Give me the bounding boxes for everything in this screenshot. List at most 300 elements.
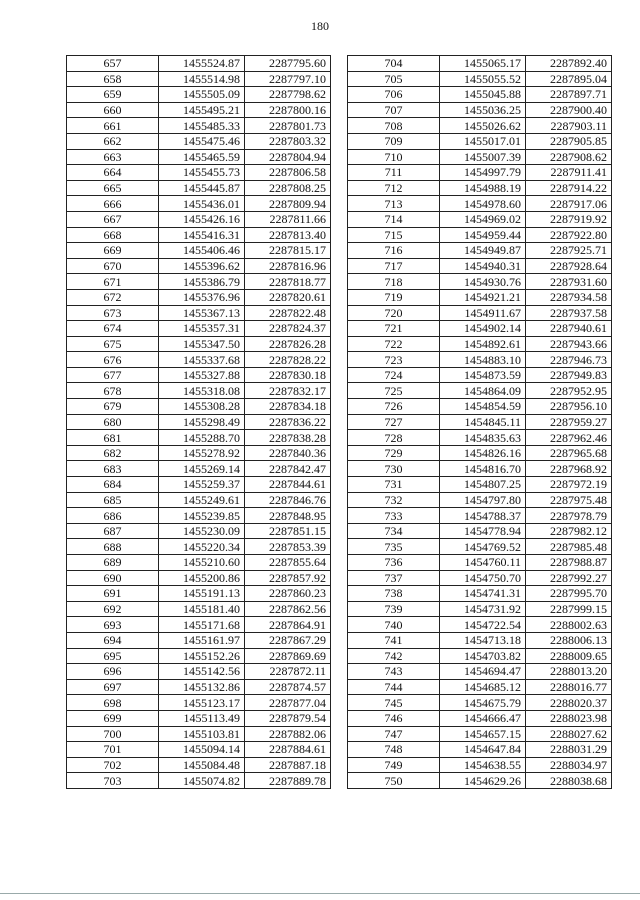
x-coordinate-cell: 1455455.73 [159,165,245,181]
x-coordinate-cell: 1454921.21 [440,289,526,305]
x-coordinate-cell: 1454769.52 [440,539,526,555]
y-coordinate-cell: 2287895.04 [526,71,612,87]
table-row [67,601,331,617]
point-id-cell: 749 [348,757,440,773]
point-id-cell: 677 [67,367,159,383]
x-coordinate-cell: 1454807.25 [440,477,526,493]
x-coordinate-cell: 1455376.96 [159,289,245,305]
y-coordinate-cell: 2287813.40 [245,227,331,243]
y-coordinate-cell: 2288023.98 [526,710,612,726]
table-row [67,679,331,695]
y-coordinate-cell: 2288006.13 [526,632,612,648]
point-id-cell: 675 [67,336,159,352]
y-coordinate-cell: 2288038.68 [526,773,612,789]
x-coordinate-cell: 1455396.62 [159,258,245,274]
table-row [67,539,331,555]
point-id-cell: 664 [67,165,159,181]
table-row [348,523,612,539]
x-coordinate-cell: 1454845.11 [440,414,526,430]
point-id-cell: 658 [67,71,159,87]
y-coordinate-cell: 2287928.64 [526,258,612,274]
x-coordinate-cell: 1454629.26 [440,773,526,789]
x-coordinate-cell: 1454988.19 [440,180,526,196]
y-coordinate-cell: 2287874.57 [245,679,331,695]
point-id-cell: 732 [348,492,440,508]
y-coordinate-cell: 2287828.22 [245,352,331,368]
y-coordinate-cell: 2287943.66 [526,336,612,352]
x-coordinate-cell: 1455288.70 [159,430,245,446]
y-coordinate-cell: 2287848.95 [245,508,331,524]
x-coordinate-cell: 1454978.60 [440,196,526,212]
y-coordinate-cell: 2287877.04 [245,695,331,711]
x-coordinate-cell: 1455327.88 [159,367,245,383]
table-row [67,383,331,399]
y-coordinate-cell: 2287879.54 [245,710,331,726]
page-bottom-edge [0,893,640,894]
point-id-cell: 727 [348,414,440,430]
y-coordinate-cell: 2287897.71 [526,87,612,103]
y-coordinate-cell: 2288027.62 [526,726,612,742]
table-row [67,399,331,415]
y-coordinate-cell: 2287826.28 [245,336,331,352]
point-id-cell: 671 [67,274,159,290]
point-id-cell: 693 [67,617,159,633]
y-coordinate-cell: 2287892.40 [526,56,612,72]
x-coordinate-cell: 1455055.52 [440,71,526,87]
x-coordinate-cell: 1455406.46 [159,243,245,259]
y-coordinate-cell: 2287992.27 [526,570,612,586]
point-id-cell: 668 [67,227,159,243]
y-coordinate-cell: 2287862.56 [245,601,331,617]
point-id-cell: 711 [348,165,440,181]
table-row [348,367,612,383]
point-id-cell: 743 [348,664,440,680]
x-coordinate-cell: 1454959.44 [440,227,526,243]
point-id-cell: 715 [348,227,440,243]
table-row [348,430,612,446]
x-coordinate-cell: 1455017.01 [440,133,526,149]
x-coordinate-cell: 1455152.26 [159,648,245,664]
y-coordinate-cell: 2287804.94 [245,149,331,165]
y-coordinate-cell: 2287864.91 [245,617,331,633]
table-row [67,648,331,664]
x-coordinate-cell: 1454731.92 [440,601,526,617]
point-id-cell: 687 [67,523,159,539]
x-coordinate-cell: 1455505.09 [159,87,245,103]
table-row [67,180,331,196]
table-row [348,211,612,227]
y-coordinate-cell: 2287816.96 [245,258,331,274]
table-row [67,227,331,243]
y-coordinate-cell: 2287884.61 [245,742,331,758]
table-row [348,118,612,134]
table-row [67,726,331,742]
point-id-cell: 703 [67,773,159,789]
x-coordinate-cell: 1455347.50 [159,336,245,352]
table-row [348,71,612,87]
x-coordinate-cell: 1455239.85 [159,508,245,524]
y-coordinate-cell: 2287940.61 [526,321,612,337]
table-row [348,87,612,103]
y-coordinate-cell: 2287846.76 [245,492,331,508]
y-coordinate-cell: 2287931.60 [526,274,612,290]
x-coordinate-cell: 1454864.09 [440,383,526,399]
table-row [348,274,612,290]
table-row [348,383,612,399]
table-row [348,336,612,352]
x-coordinate-cell: 1455367.13 [159,305,245,321]
y-coordinate-cell: 2287853.39 [245,539,331,555]
table-row [348,196,612,212]
x-coordinate-cell: 1454835.63 [440,430,526,446]
y-coordinate-cell: 2287985.48 [526,539,612,555]
x-coordinate-cell: 1454892.61 [440,336,526,352]
point-id-cell: 735 [348,539,440,555]
y-coordinate-cell: 2287914.22 [526,180,612,196]
y-coordinate-cell: 2287889.78 [245,773,331,789]
point-id-cell: 697 [67,679,159,695]
table-row [67,321,331,337]
x-coordinate-cell: 1455007.39 [440,149,526,165]
x-coordinate-cell: 1454902.14 [440,321,526,337]
x-coordinate-cell: 1455113.49 [159,710,245,726]
y-coordinate-cell: 2287995.70 [526,586,612,602]
y-coordinate-cell: 2287830.18 [245,367,331,383]
point-id-cell: 659 [67,87,159,103]
x-coordinate-cell: 1455278.92 [159,445,245,461]
point-id-cell: 661 [67,118,159,134]
y-coordinate-cell: 2287820.61 [245,289,331,305]
x-coordinate-cell: 1454873.59 [440,367,526,383]
x-coordinate-cell: 1455436.01 [159,196,245,212]
y-coordinate-cell: 2287903.11 [526,118,612,134]
table-row [67,414,331,430]
table-row [67,87,331,103]
table-row [67,664,331,680]
x-coordinate-cell: 1454949.87 [440,243,526,259]
point-id-cell: 701 [67,742,159,758]
table-row [348,165,612,181]
point-id-cell: 734 [348,523,440,539]
x-coordinate-cell: 1455357.31 [159,321,245,337]
y-coordinate-cell: 2287800.16 [245,102,331,118]
y-coordinate-cell: 2287869.69 [245,648,331,664]
point-id-cell: 740 [348,617,440,633]
table-row [348,180,612,196]
y-coordinate-cell: 2287917.06 [526,196,612,212]
point-id-cell: 679 [67,399,159,415]
y-coordinate-cell: 2287798.62 [245,87,331,103]
x-coordinate-cell: 1455426.16 [159,211,245,227]
point-id-cell: 667 [67,211,159,227]
y-coordinate-cell: 2287949.83 [526,367,612,383]
y-coordinate-cell: 2287838.28 [245,430,331,446]
y-coordinate-cell: 2287911.41 [526,165,612,181]
x-coordinate-cell: 1454997.79 [440,165,526,181]
y-coordinate-cell: 2287797.10 [245,71,331,87]
point-id-cell: 723 [348,352,440,368]
point-id-cell: 710 [348,149,440,165]
point-id-cell: 729 [348,445,440,461]
point-id-cell: 739 [348,601,440,617]
point-id-cell: 685 [67,492,159,508]
table-row [348,617,612,633]
table-row [348,664,612,680]
x-coordinate-cell: 1455094.14 [159,742,245,758]
point-id-cell: 683 [67,461,159,477]
table-row [67,695,331,711]
point-id-cell: 730 [348,461,440,477]
x-coordinate-cell: 1454666.47 [440,710,526,726]
table-row [67,742,331,758]
point-id-cell: 737 [348,570,440,586]
y-coordinate-cell: 2287795.60 [245,56,331,72]
point-id-cell: 720 [348,305,440,321]
point-id-cell: 722 [348,336,440,352]
x-coordinate-cell: 1454788.37 [440,508,526,524]
table-row [67,477,331,493]
table-row [67,258,331,274]
x-coordinate-cell: 1455259.37 [159,477,245,493]
point-id-cell: 721 [348,321,440,337]
point-id-cell: 657 [67,56,159,72]
table-row [348,305,612,321]
table-row [348,679,612,695]
y-coordinate-cell: 2287975.48 [526,492,612,508]
y-coordinate-cell: 2288034.97 [526,757,612,773]
table-row [348,102,612,118]
point-id-cell: 676 [67,352,159,368]
table-row [67,445,331,461]
y-coordinate-cell: 2288020.37 [526,695,612,711]
y-coordinate-cell: 2288002.63 [526,617,612,633]
table-row [348,321,612,337]
point-id-cell: 698 [67,695,159,711]
x-coordinate-cell: 1454647.84 [440,742,526,758]
point-id-cell: 688 [67,539,159,555]
table-row [67,710,331,726]
y-coordinate-cell: 2287962.46 [526,430,612,446]
point-id-cell: 689 [67,555,159,571]
y-coordinate-cell: 2287851.15 [245,523,331,539]
point-id-cell: 673 [67,305,159,321]
table-row [348,227,612,243]
point-id-cell: 725 [348,383,440,399]
x-coordinate-cell: 1455318.08 [159,383,245,399]
point-id-cell: 714 [348,211,440,227]
table-row [348,289,612,305]
y-coordinate-cell: 2287860.23 [245,586,331,602]
x-coordinate-cell: 1455495.21 [159,102,245,118]
point-id-cell: 738 [348,586,440,602]
x-coordinate-cell: 1455200.86 [159,570,245,586]
table-row [67,367,331,383]
x-coordinate-cell: 1454694.47 [440,664,526,680]
x-coordinate-cell: 1455065.17 [440,56,526,72]
y-coordinate-cell: 2287809.94 [245,196,331,212]
table-row [348,757,612,773]
table-row [67,243,331,259]
table-row [67,492,331,508]
y-coordinate-cell: 2287934.58 [526,289,612,305]
table-row [67,274,331,290]
y-coordinate-cell: 2287811.66 [245,211,331,227]
table-row [67,757,331,773]
point-id-cell: 745 [348,695,440,711]
y-coordinate-cell: 2287872.11 [245,664,331,680]
y-coordinate-cell: 2288009.65 [526,648,612,664]
x-coordinate-cell: 1454750.70 [440,570,526,586]
point-id-cell: 684 [67,477,159,493]
table-row [348,133,612,149]
table-row [67,149,331,165]
y-coordinate-cell: 2287815.17 [245,243,331,259]
x-coordinate-cell: 1455298.49 [159,414,245,430]
y-coordinate-cell: 2287900.40 [526,102,612,118]
table-row [348,695,612,711]
y-coordinate-cell: 2287937.58 [526,305,612,321]
y-coordinate-cell: 2288016.77 [526,679,612,695]
table-row [67,196,331,212]
table-row [348,258,612,274]
table-row [67,570,331,586]
x-coordinate-cell: 1454741.31 [440,586,526,602]
point-id-cell: 662 [67,133,159,149]
x-coordinate-cell: 1455161.97 [159,632,245,648]
point-id-cell: 717 [348,258,440,274]
y-coordinate-cell: 2287806.58 [245,165,331,181]
x-coordinate-cell: 1454930.76 [440,274,526,290]
point-id-cell: 741 [348,632,440,648]
point-id-cell: 690 [67,570,159,586]
y-coordinate-cell: 2287882.06 [245,726,331,742]
table-row [67,56,331,72]
y-coordinate-cell: 2287824.37 [245,321,331,337]
y-coordinate-cell: 2287978.79 [526,508,612,524]
y-coordinate-cell: 2288013.20 [526,664,612,680]
y-coordinate-cell: 2287925.71 [526,243,612,259]
table-row [348,477,612,493]
x-coordinate-cell: 1455084.48 [159,757,245,773]
y-coordinate-cell: 2287988.87 [526,555,612,571]
y-coordinate-cell: 2287834.18 [245,399,331,415]
table-row [348,601,612,617]
table-row [67,118,331,134]
table-row [67,133,331,149]
x-coordinate-cell: 1455475.46 [159,133,245,149]
y-coordinate-cell: 2287905.85 [526,133,612,149]
point-id-cell: 702 [67,757,159,773]
point-id-cell: 660 [67,102,159,118]
x-coordinate-cell: 1454826.16 [440,445,526,461]
table-row [67,555,331,571]
x-coordinate-cell: 1455230.09 [159,523,245,539]
x-coordinate-cell: 1454940.31 [440,258,526,274]
y-coordinate-cell: 2287956.10 [526,399,612,415]
point-id-cell: 700 [67,726,159,742]
table-row [348,742,612,758]
point-id-cell: 708 [348,118,440,134]
point-id-cell: 699 [67,710,159,726]
x-coordinate-cell: 1455123.17 [159,695,245,711]
x-coordinate-cell: 1455142.56 [159,664,245,680]
y-coordinate-cell: 2288031.29 [526,742,612,758]
point-id-cell: 718 [348,274,440,290]
point-id-cell: 706 [348,87,440,103]
point-id-cell: 672 [67,289,159,305]
point-id-cell: 682 [67,445,159,461]
x-coordinate-cell: 1455132.86 [159,679,245,695]
table-row [67,102,331,118]
point-id-cell: 704 [348,56,440,72]
x-coordinate-cell: 1455485.33 [159,118,245,134]
x-coordinate-cell: 1455210.60 [159,555,245,571]
table-row [348,461,612,477]
y-coordinate-cell: 2287946.73 [526,352,612,368]
point-id-cell: 680 [67,414,159,430]
y-coordinate-cell: 2287818.77 [245,274,331,290]
table-row [67,523,331,539]
y-coordinate-cell: 2287801.73 [245,118,331,134]
y-coordinate-cell: 2287922.80 [526,227,612,243]
x-coordinate-cell: 1454854.59 [440,399,526,415]
x-coordinate-cell: 1455220.34 [159,539,245,555]
y-coordinate-cell: 2287908.62 [526,149,612,165]
x-coordinate-cell: 1455249.61 [159,492,245,508]
x-coordinate-cell: 1454703.82 [440,648,526,664]
table-row [67,211,331,227]
y-coordinate-cell: 2287840.36 [245,445,331,461]
table-row [67,617,331,633]
x-coordinate-cell: 1455416.31 [159,227,245,243]
x-coordinate-cell: 1454657.15 [440,726,526,742]
point-id-cell: 694 [67,632,159,648]
point-id-cell: 726 [348,399,440,415]
x-coordinate-cell: 1454797.80 [440,492,526,508]
x-coordinate-cell: 1455308.28 [159,399,245,415]
y-coordinate-cell: 2287836.22 [245,414,331,430]
page-number: 180 [311,19,329,33]
x-coordinate-cell: 1454722.54 [440,617,526,633]
table-row [348,586,612,602]
point-id-cell: 744 [348,679,440,695]
y-coordinate-cell: 2287999.15 [526,601,612,617]
x-coordinate-cell: 1455269.14 [159,461,245,477]
y-coordinate-cell: 2287867.29 [245,632,331,648]
point-id-cell: 670 [67,258,159,274]
point-id-cell: 747 [348,726,440,742]
x-coordinate-cell: 1455445.87 [159,180,245,196]
table-row [348,710,612,726]
point-id-cell: 707 [348,102,440,118]
y-coordinate-cell: 2287959.27 [526,414,612,430]
point-id-cell: 746 [348,710,440,726]
point-id-cell: 750 [348,773,440,789]
table-row [67,632,331,648]
x-coordinate-cell: 1455045.88 [440,87,526,103]
point-id-cell: 713 [348,196,440,212]
x-coordinate-cell: 1455026.62 [440,118,526,134]
point-id-cell: 692 [67,601,159,617]
x-coordinate-cell: 1455386.79 [159,274,245,290]
table-row [67,305,331,321]
x-coordinate-cell: 1455465.59 [159,149,245,165]
point-id-cell: 716 [348,243,440,259]
x-coordinate-cell: 1454969.02 [440,211,526,227]
y-coordinate-cell: 2287952.95 [526,383,612,399]
point-id-cell: 691 [67,586,159,602]
table-row [67,430,331,446]
